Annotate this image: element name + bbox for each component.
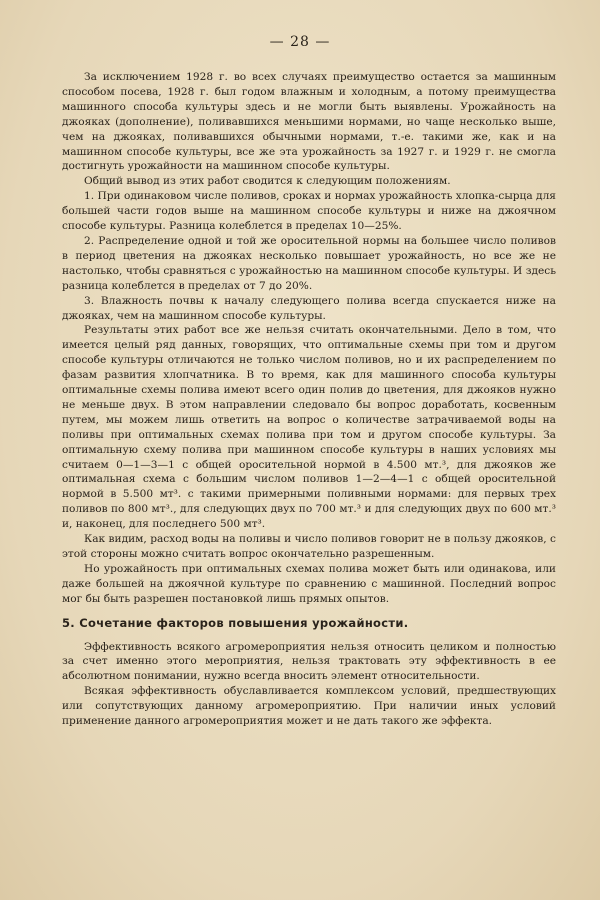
section-heading: 5. Сочетание факторов повышения урожайности.	[62, 615, 409, 630]
conclusion-item: 2. Распределение одной и той же оросительной нормы на большее число поливов в период цветения на джояках несколько повышает урожайность, но все же не настолько, чтобы сравняться с урожайностью на машинном способе культуры. И здесь разница колеблется в пределах от 7 до 20%.	[62, 234, 556, 292]
conclusion-item: 3. Влажность почвы к началу следующего полива всегда спускается ниже на джояках, чем на машинном способе культуры.	[62, 294, 556, 322]
page-number: — 28 —	[269, 34, 331, 50]
paragraph: За исключением 1928 г. во всех случаях преимущество остается за машинным способом посева, 1928 г. был годом влажным и холодным, а потому преимущества машинного способа культуры здесь и не могли быть выявлены. Урожайность на джояках (дополнение), поливавшихся меньшими нормами, но чаще несколько выше, чем на джояках, поливавшихся обычными нормами, т.-е. такими же, как и на машинном способе культуры, все же эта урожайность за 1927 г. и 1929 г. не смогла достигнуть урожайности на машинном способе культуры.	[62, 71, 556, 173]
paragraph: Эффективность всякого агромероприятия нельзя относить целиком и полностью за счет именно этого мероприятия, нельзя трактовать эту эффективность в ее абсолютном понимании, нужно всегда вносить элемент относительности.	[62, 640, 556, 683]
conclusion-item: 1. При одинаковом числе поливов, сроках и нормах урожайность хлопка-сырца для большей части годов выше на машинном способе культуры и ниже на джоячном способе культуры. Разница колеблется в пределах 10—25%.	[62, 190, 556, 233]
paragraph: Как видим, расход воды на поливы и число поливов говорит не в пользу джояков, с этой стороны можно считать вопрос окончательно разрешенным.	[62, 533, 556, 560]
paragraph: Результаты этих работ все же нельзя считать окончательными. Дело в том, что имеется целый ряд данных, говорящих, что оптимальные схемы при том и другом способе культуры отличаются не только числом поливов, но и их распределением по фазам развития хлопчатника. В то время, как для машинного способа культуры оптимальные схемы полива имеют всего один полив до цветения, для джояков нужно не меньше двух. В этом направлении следовало бы вопрос доработать, косвенным путем, мы можем лишь ответить на вопрос о количестве затрачиваемой воды на поливы при оптимальных схемах полива при том и другом способе культуры. За оптимальную схему полива при машинном способе культуры в наших условиях мы считаем 0—1—3—1 с общей оросительной нормой в 4.500 мт.³, для джояков же оптимальная схема с большим числом поливов 1—2—4—1 с общей оросительной нормой в 5.500 мт³. с такими примерными поливными нормами: для первых трех поливов по 800 мт³., для следующих двух по 700 мт.³ и для следующих двух по 600 мт.³ и, наконец, для последнего 500 мт³.	[62, 324, 556, 531]
body-text	[62, 70, 556, 729]
paragraph: Всякая эффективность обуславливается комплексом условий, предшествующих или сопутствующих данному агромероприятию. При наличии иных условий применение данного агромероприятия может и не дать такого же эффекта.	[62, 685, 556, 728]
paragraph: Но урожайность при оптимальных схемах полива может быть или одинакова, или даже большей на джоячной культуре по сравнению с машинной. Последний вопрос мог бы быть разрешен постановкой лишь прямых опытов.	[62, 562, 556, 605]
paragraph: Общий вывод из этих работ сводится к следующим положениям.	[84, 175, 451, 188]
